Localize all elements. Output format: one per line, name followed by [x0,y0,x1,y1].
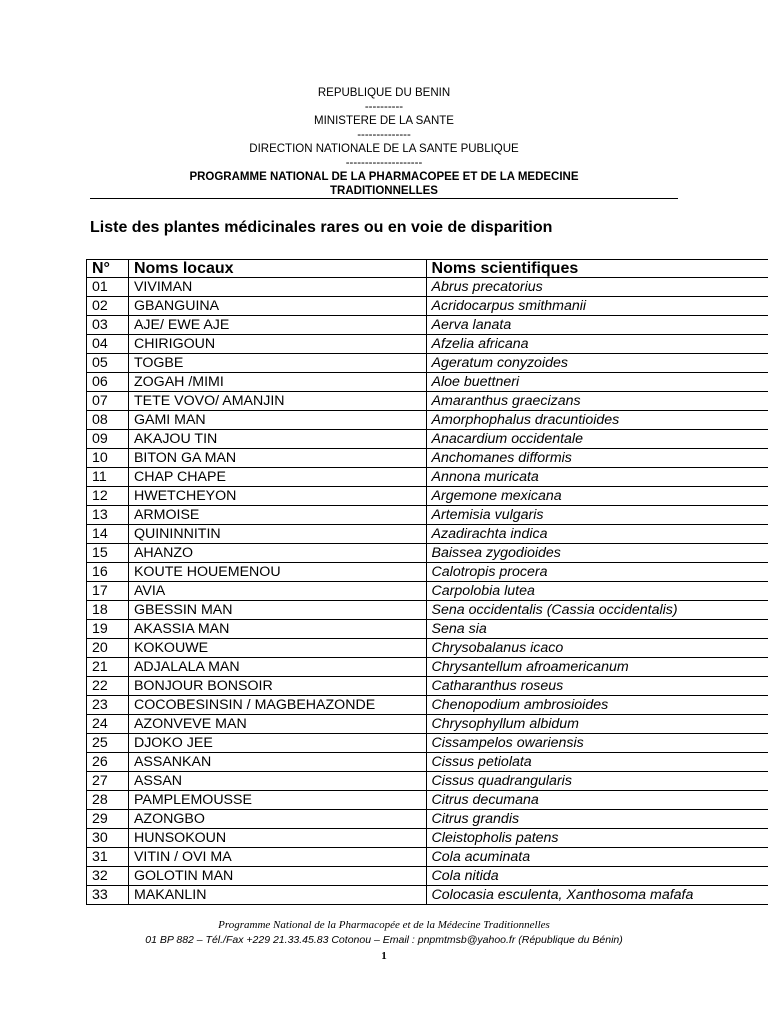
local-name: ASSANKAN [128,753,426,772]
row-number: 29 [87,810,129,829]
scientific-name: Chrysantellum afroamericanum [426,658,768,677]
local-name: AJE/ EWE AJE [128,316,426,335]
scientific-name: Citrus grandis [426,810,768,829]
scientific-name: Aloe buettneri [426,373,768,392]
row-number: 18 [87,601,129,620]
scientific-name: Abrus precatorius [426,278,768,297]
table-row [87,829,768,848]
row-number: 12 [87,487,129,506]
scientific-name: Calotropis procera [426,563,768,582]
table-row [87,601,768,620]
scientific-name: Cleistopholis patens [426,829,768,848]
table-row [87,639,768,658]
local-name: ASSAN [128,772,426,791]
table-row [87,411,768,430]
table-row [87,810,768,829]
header-direction: DIRECTION NATIONALE DE LA SANTE PUBLIQUE [249,143,519,155]
scientific-name: Cissus quadrangularis [426,772,768,791]
local-name: CHIRIGOUN [128,335,426,354]
row-number: 06 [87,373,129,392]
header-divider [90,198,678,199]
scientific-name: Citrus decumana [426,791,768,810]
local-name: BITON GA MAN [128,449,426,468]
table-row [87,468,768,487]
local-name: ADJALALA MAN [128,658,426,677]
scientific-name: Argemone mexicana [426,487,768,506]
local-name: DJOKO JEE [128,734,426,753]
row-number: 31 [87,848,129,867]
scientific-name: Afzelia africana [426,335,768,354]
table-row [87,297,768,316]
local-name: GBESSIN MAN [128,601,426,620]
local-name: TOGBE [128,354,426,373]
local-name: ZOGAH /MIMI [128,373,426,392]
scientific-name: Ageratum conyzoides [426,354,768,373]
row-number: 30 [87,829,129,848]
row-number: 05 [87,354,129,373]
local-name: AKAJOU TIN [128,430,426,449]
table-row [87,563,768,582]
row-number: 19 [87,620,129,639]
table-row [87,335,768,354]
scientific-name: Anacardium occidentale [426,430,768,449]
header-program-line-2: TRADITIONNELLES [330,185,438,197]
local-name: AZONGBO [128,810,426,829]
table-row [87,354,768,373]
local-name: HUNSOKOUN [128,829,426,848]
scientific-name: Cola nitida [426,867,768,886]
local-name: CHAP CHAPE [128,468,426,487]
row-number: 22 [87,677,129,696]
row-number: 10 [87,449,129,468]
scientific-name: Sena sia [426,620,768,639]
table-row [87,373,768,392]
column-header-scientific-names: Noms scientifiques [426,260,768,278]
header-program-line-1: PROGRAMME NATIONAL DE LA PHARMACOPEE ET DE LA MEDECINE [189,171,579,183]
scientific-name: Colocasia esculenta, Xanthosoma mafafa [426,886,768,905]
row-number: 15 [87,544,129,563]
table-row [87,525,768,544]
scientific-name: Cissus petiolata [426,753,768,772]
local-name: QUININNITIN [128,525,426,544]
row-number: 27 [87,772,129,791]
header-separator-2: -------------- [357,129,411,141]
table-row [87,582,768,601]
row-number: 33 [87,886,129,905]
local-name: GBANGUINA [128,297,426,316]
scientific-name: Baissea zygodioides [426,544,768,563]
scientific-name: Azadirachta indica [426,525,768,544]
row-number: 21 [87,658,129,677]
row-number: 23 [87,696,129,715]
row-number: 17 [87,582,129,601]
local-name: KOKOUWE [128,639,426,658]
table-row [87,867,768,886]
table-row [87,772,768,791]
header-separator-3: -------------------- [345,157,423,169]
local-name: BONJOUR BONSOIR [128,677,426,696]
row-number: 24 [87,715,129,734]
scientific-name: Carpolobia lutea [426,582,768,601]
scientific-name: Catharanthus roseus [426,677,768,696]
table-row [87,886,768,905]
scientific-name: Chrysobalanus icaco [426,639,768,658]
local-name: AHANZO [128,544,426,563]
row-number: 14 [87,525,129,544]
table-row [87,734,768,753]
footer-program-name: Programme National de la Pharmacopée et de la Médecine Traditionnelles [218,919,550,931]
row-number: 26 [87,753,129,772]
scientific-name: Acridocarpus smithmanii [426,297,768,316]
row-number: 08 [87,411,129,430]
row-number: 13 [87,506,129,525]
header-country: REPUBLIQUE DU BENIN [317,87,451,99]
scientific-name: Chenopodium ambrosioides [426,696,768,715]
scientific-name: Cola acuminata [426,848,768,867]
row-number: 16 [87,563,129,582]
row-number: 25 [87,734,129,753]
row-number: 28 [87,791,129,810]
row-number: 07 [87,392,129,411]
row-number: 09 [87,430,129,449]
scientific-name: Artemisia vulgaris [426,506,768,525]
local-name: VIVIMAN [128,278,426,297]
row-number: 20 [87,639,129,658]
local-name: AVIA [128,582,426,601]
row-number: 01 [87,278,129,297]
local-name: AZONVEVE MAN [128,715,426,734]
table-header-row [87,260,768,278]
row-number: 11 [87,468,129,487]
local-name: KOUTE HOUEMENOU [128,563,426,582]
scientific-name: Chrysophyllum albidum [426,715,768,734]
footer-contact: 01 BP 882 – Tél./Fax +229 21.33.45.83 Cotonou – Email : pnpmtmsb@yahoo.fr (République du Bénin) [145,934,623,946]
local-name: COCOBESINSIN / MAGBEHAZONDE [128,696,426,715]
table-row [87,487,768,506]
table-row [87,753,768,772]
page-number: 1 [381,950,387,962]
header-ministry: MINISTERE DE LA SANTE [314,115,454,127]
local-name: GOLOTIN MAN [128,867,426,886]
table-row [87,677,768,696]
table-row [87,449,768,468]
table-row [87,848,768,867]
table-row [87,506,768,525]
scientific-name: Cissampelos owariensis [426,734,768,753]
table-row [87,620,768,639]
local-name: VITIN / OVI MA [128,848,426,867]
row-number: 03 [87,316,129,335]
local-name: TETE VOVO/ AMANJIN [128,392,426,411]
table-row [87,696,768,715]
row-number: 32 [87,867,129,886]
column-header-number: N° [87,260,129,278]
table-row [87,316,768,335]
table-row [87,715,768,734]
scientific-name: Anchomanes difformis [426,449,768,468]
table-row [87,658,768,677]
page-title: Liste des plantes médicinales rares ou en voie de disparition [90,219,553,236]
scientific-name: Annona muricata [426,468,768,487]
scientific-name: Sena occidentalis (Cassia occidentalis) [426,601,768,620]
row-number: 04 [87,335,129,354]
scientific-name: Amorphophalus dracuntioides [426,411,768,430]
scientific-name: Amaranthus graecizans [426,392,768,411]
local-name: GAMI MAN [128,411,426,430]
local-name: PAMPLEMOUSSE [128,791,426,810]
table-body [87,278,768,905]
header-separator-1: ---------- [364,101,404,113]
local-name: HWETCHEYON [128,487,426,506]
row-number: 02 [87,297,129,316]
table-row [87,430,768,449]
column-header-local-names: Noms locaux [128,260,426,278]
table-row [87,278,768,297]
table-row [87,392,768,411]
local-name: MAKANLIN [128,886,426,905]
scientific-name: Aerva lanata [426,316,768,335]
plants-table [86,259,768,905]
table-row [87,544,768,563]
table-row [87,791,768,810]
local-name: AKASSIA MAN [128,620,426,639]
local-name: ARMOISE [128,506,426,525]
